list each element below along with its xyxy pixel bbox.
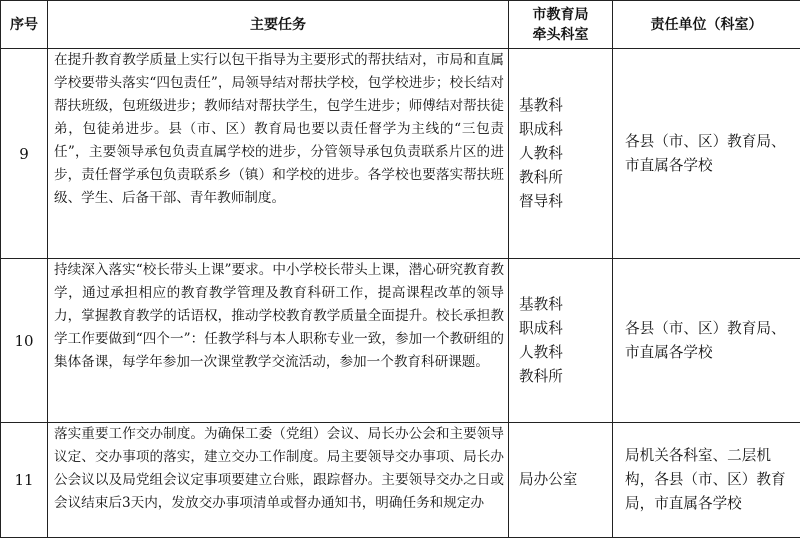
responsible-line: 市直属各学校 — [625, 156, 713, 174]
row-task: 持续深入落实“校长带头上课”要求。中小学校长带头上课，潜心研究教育教学，通过承担相应的教育教学管理及教育科研工作，提高课程改革的领导力，掌握教育教学的话语权，推动学校教育教学质量全面提升。校长承担教学工作要做到“四个一”：任教学科与本人职称专业一致，参加一个教研组的集体备课，每学年参加一次课堂教学交流活动，参加一个教育科研课题。 — [48, 259, 509, 423]
responsible-line: 局，市直属各学校 — [625, 495, 742, 512]
row-responsible — [613, 259, 800, 423]
header-lead-line1: 市教育局 — [532, 6, 589, 23]
row-lead-units — [509, 259, 613, 423]
lead-unit: 局办公室 — [519, 471, 578, 488]
row-task: 落实重要工作交办制度。为确保工委（党组）会议、局长办公会和主要领导议定、交办事项的落实，建立交办工作制度。局主要领导交办事项、局长办公会议以及局党组会议定事项要建立台账，跟踪督办。主要领导交办之日或会议结束后3天内，发放交办事项清单或督办通知书，明确任务和规定办 — [48, 423, 509, 538]
lead-unit: 教科所 — [519, 367, 563, 385]
row-seq: 9 — [1, 49, 48, 259]
row-responsible — [613, 423, 800, 538]
row-lead-units — [509, 49, 613, 259]
lead-unit: 督导科 — [519, 192, 563, 210]
responsible-line: 各县（市、区）教育局、 — [625, 132, 786, 150]
header-task: 主要任务 — [48, 1, 509, 49]
table-header-row — [1, 1, 800, 49]
lead-unit: 职成科 — [519, 319, 563, 337]
lead-unit: 基教科 — [519, 96, 563, 114]
table-row — [1, 423, 800, 538]
header-seq: 序号 — [1, 1, 48, 49]
table-row — [1, 49, 800, 259]
row-seq: 10 — [1, 259, 48, 423]
table-row — [1, 259, 800, 423]
responsible-line: 市直属各学校 — [625, 343, 713, 361]
responsible-line: 构，各县（市、区）教育 — [625, 471, 786, 488]
lead-unit: 人教科 — [519, 343, 563, 361]
responsible-line: 各县（市、区）教育局、 — [625, 319, 786, 337]
lead-unit: 基教科 — [519, 295, 563, 313]
header-responsible: 责任单位（科室） — [613, 1, 800, 49]
lead-unit: 人教科 — [519, 144, 563, 162]
header-lead — [509, 1, 613, 49]
responsible-line: 局机关各科室、二层机 — [625, 447, 771, 464]
row-lead-units — [509, 423, 613, 538]
lead-unit: 职成科 — [519, 120, 563, 138]
header-lead-line2: 牵头科室 — [532, 26, 589, 43]
row-seq: 11 — [1, 423, 48, 538]
row-task: 在提升教育教学质量上实行以包干指导为主要形式的帮扶结对，市局和直属学校要带头落实“四包责任”，局领导结对帮扶学校，包学校进步；校长结对帮扶班级，包班级进步；教师结对帮扶学生，包学生进步；师傅结对帮扶徒弟，包徒弟进步。县（市、区）教育局也要以责任督学为主线的“三包责任”，主要领导承包负责直属学校的进步，分管领导承包负责联系片区的进步，责任督学承包负责联系乡（镇）和学校的进步。各学校也要落实帮扶班级、学生、后备干部、青年教师制度。 — [48, 49, 509, 259]
row-responsible — [613, 49, 800, 259]
lead-unit: 教科所 — [519, 168, 563, 186]
